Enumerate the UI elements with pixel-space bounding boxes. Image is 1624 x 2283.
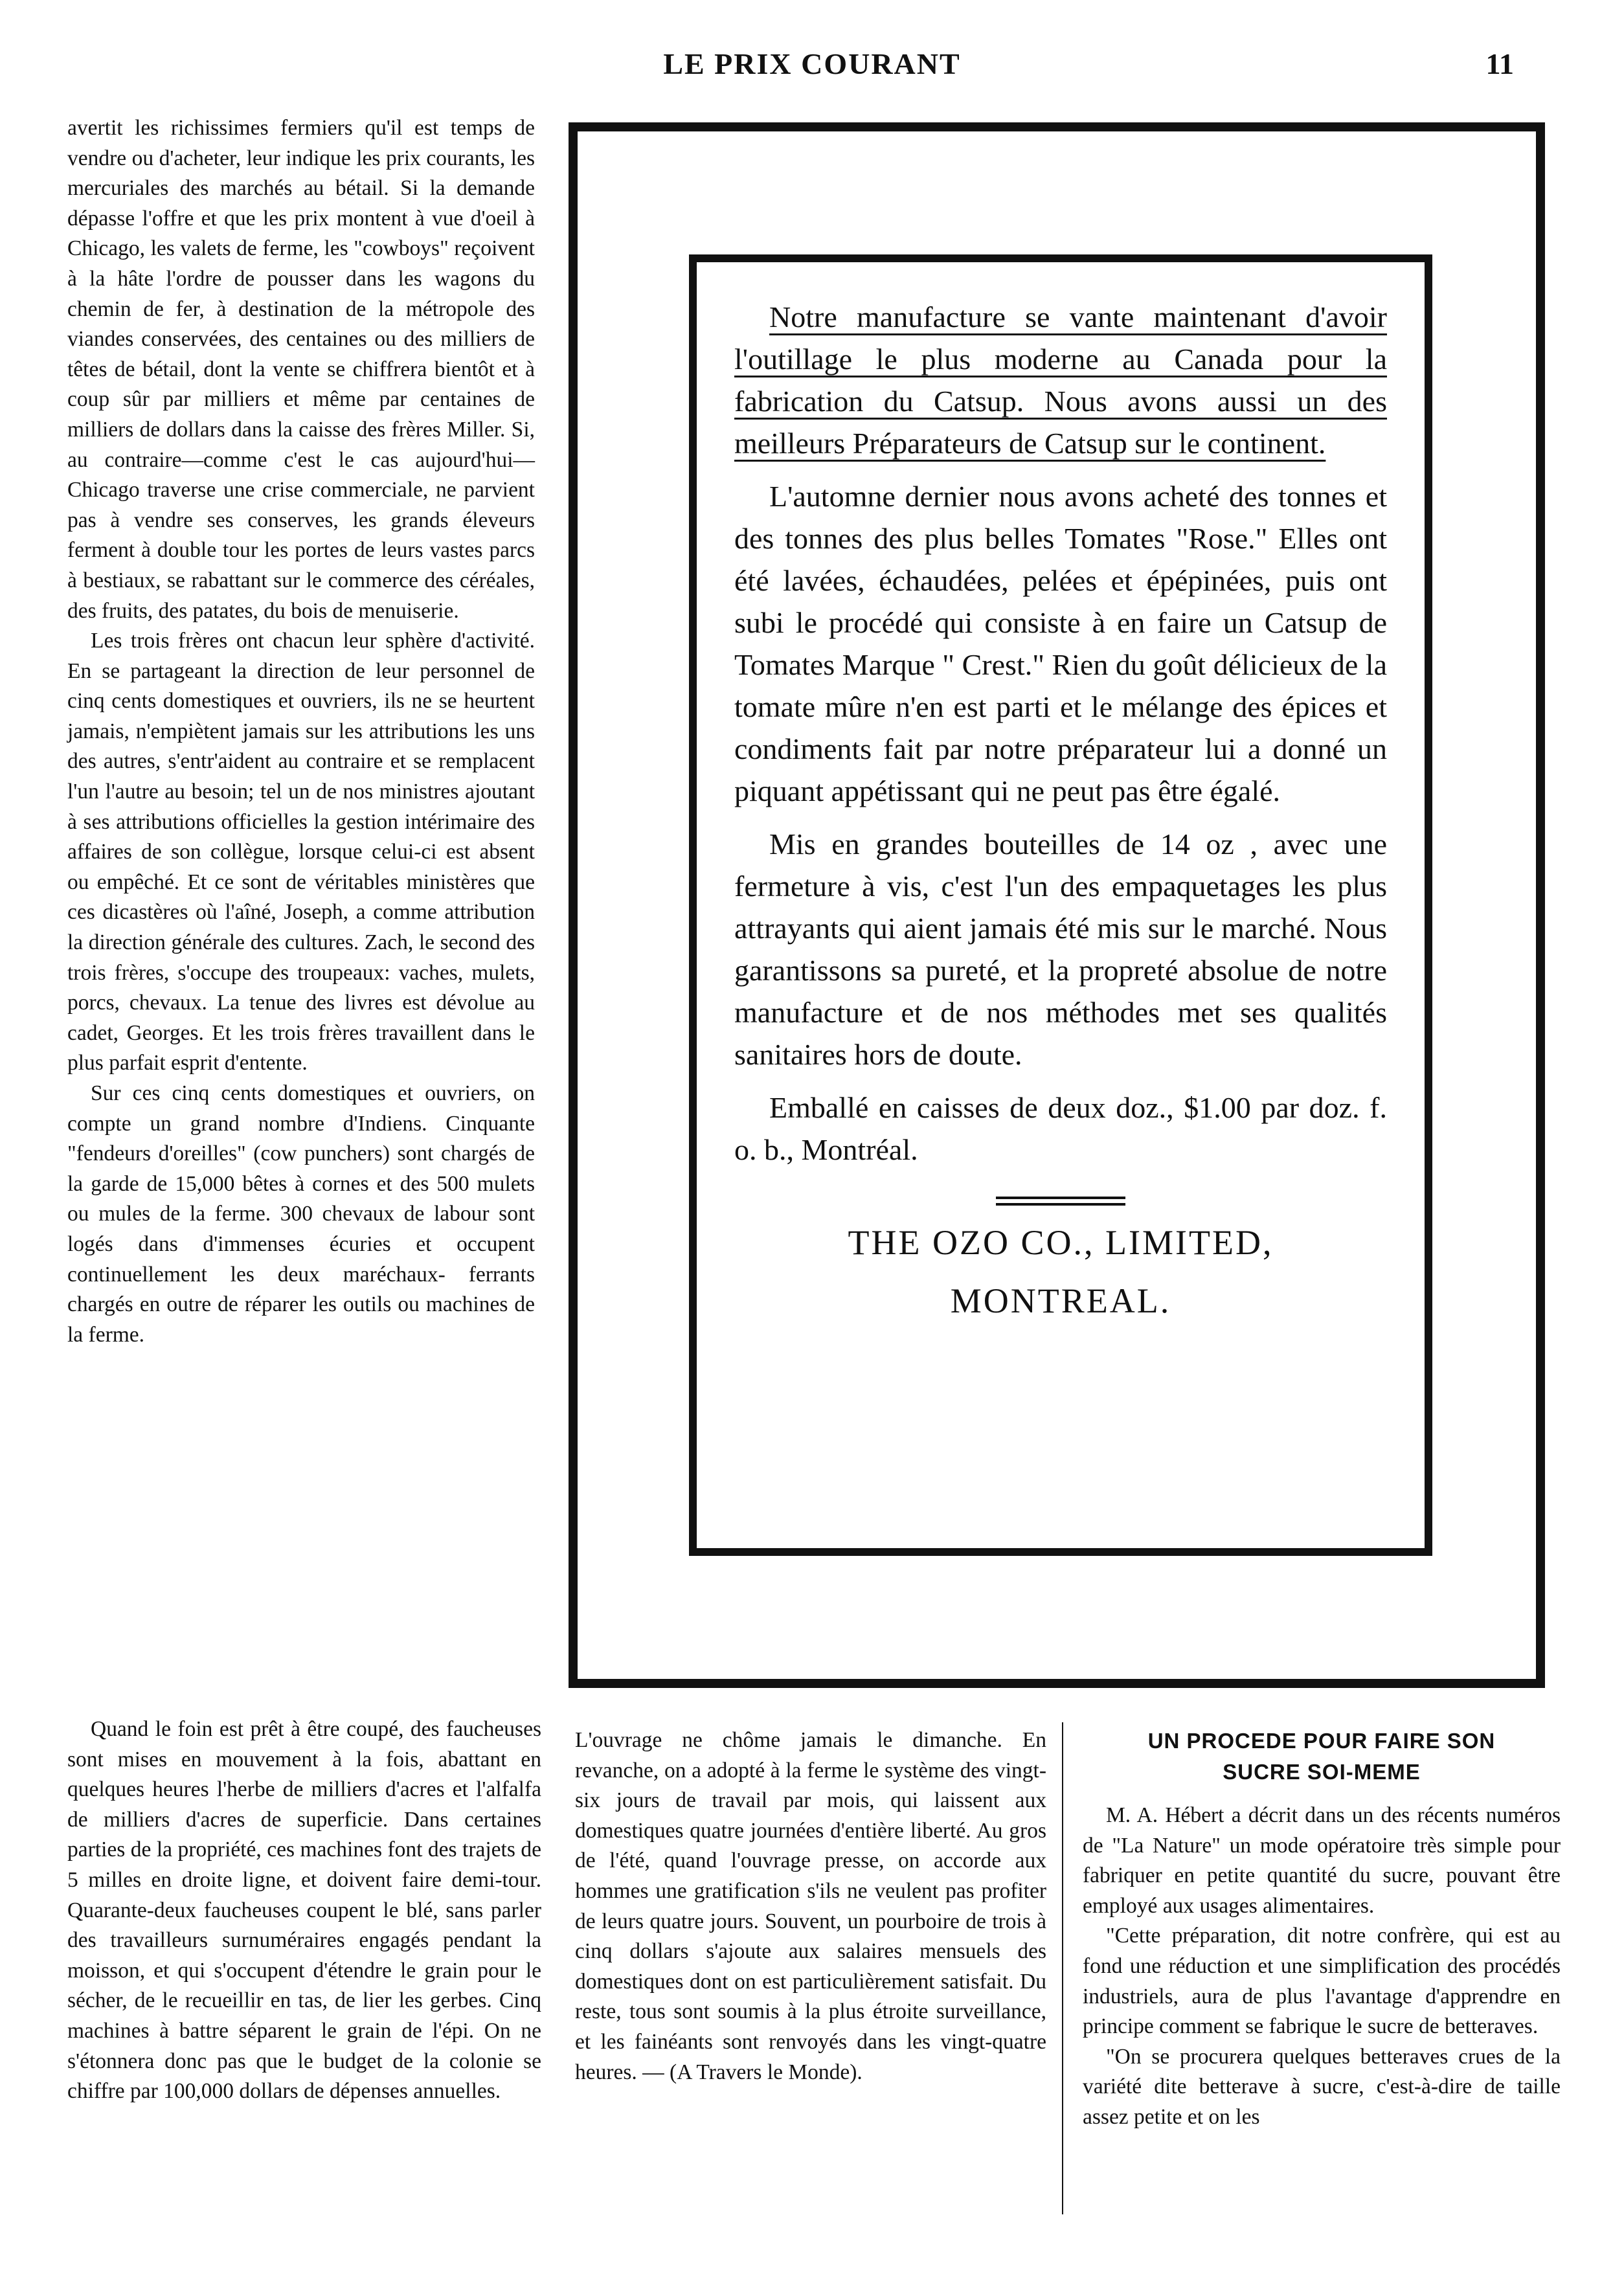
ad-paragraph-1: Notre manufacture se vante maintenant d'avoir l'outillage le plus moderne au Canada pour la fabrication du Catsup. Nous avons aussi un des meilleurs Préparateurs de Catsup sur le continent. [734,300,1387,460]
right-paragraph-3: "On se procurera quelques betteraves crues de la variété dite betterave à sucre, c'est-à-dire de taille assez petite et on les [1083,2044,1561,2129]
article-title [1083,1726,1561,1788]
left-bottom-paragraph: Quand le foin est prêt à être coupé, des faucheuses sont mises en mouvement à la fois, abattant en quelques heures l'herbe de milliers d'acres et l'alfalfa de milliers d'acres de superficie. Dans certaines parties de la propriété, ces machines font des trajets de 5 milles en droite ligne, et doivent faire demi-tour. Quarante-deux faucheuses coupent le blé, sans parler des travailleurs surnuméraires engagés pendant la moisson, et qui s'occupent d'étendre le grain pour le sécher, de le recueillir en tas, de lier les gerbes. Cinq machines à battre séparent le grain de l'épi. On ne s'étonnera donc pas que le budget de la colonie se chiffre par 100,000 dollars de dépenses annuelles. [67,1717,541,2104]
middle-column [575,1726,1046,2087]
right-paragraph-2: "Cette préparation, dit notre confrère, qui est au fond une réduction et une simplification des procédés industriels, aura de plus l'avantage d'apprendre en principe comment se fabrique le sucre de betteraves. [1083,1924,1561,2039]
ad-company-name: THE OZO CO., LIMITED, [848,1223,1274,1262]
left-paragraph-3: Sur ces cinq cents domestiques et ouvriers, on compte un grand nombre d'Indiens. Cinquante "fendeurs d'oreilles" (cow punchers) sont chargés de la garde de 15,000 bêtes à cornes et des 500 mulets ou mules de la ferme. 300 chevaux de labour sont logés dans d'immenses écuries et occupent continuellement les deux maréchaux- ferrants chargés en outre de réparer les outils ou machines de la ferme. [67,1081,535,1347]
right-column-text [1083,1801,1561,2133]
column-divider [1062,1722,1063,2214]
page-header-title: LE PRIX COURANT [663,47,961,80]
advertisement-box [689,254,1432,1556]
left-paragraph-2: Les trois frères ont chacun leur sphère d'activité. En se partageant la direction de leur personnel de cinq cents domestiques et ouvriers, ils ne se heurtent jamais, n'empiètent jamais sur les attributions les uns des autres, s'entr'aident au contraire et se remplacent l'un l'autre au besoin; tel un de nos ministres ajoutant à ses attributions officielles la gestion intérimaire des affaires de son collègue, lorsque celui-ci est absent ou empêché. Et ce sont de véritables ministères que ces dicastères où l'aîné, Joseph, a comme attribution la direction générale des cultures. Zach, le second des trois frères, s'occupe des troupeaux: vaches, mulets, porcs, chevaux. La tenue des livres est dévolue au cadet, Georges. Et les trois frères travaillent dans le plus parfait esprit d'entente. [67,629,535,1075]
page-number: 11 [1485,47,1514,80]
right-column [1083,1726,1561,2133]
ad-paragraph-3: Mis en grandes bouteilles de 14 oz , avec une fermeture à vis, c'est l'un des empaquetages les plus attrayants qui aient jamais été mis sur le marché. Nous garantissons sa pureté, et la propreté absolue de notre manufacture et de nos méthodes met ses qualités sanitaires hors de doute. [734,827,1387,1071]
article-title-line-2: SUCRE SOI-MEME [1223,1760,1421,1784]
ad-double-rule [996,1197,1125,1206]
left-column-bottom [67,1715,541,2107]
ad-company-city: MONTREAL. [950,1281,1171,1320]
middle-paragraph: L'ouvrage ne chôme jamais le dimanche. En revanche, on a adopté à la ferme le système des vingt-six jours de travail par mois, qui laissent aux domestiques quatre journées d'entière liberté. Au gros de l'été, quand l'ouvrage presse, on accorde aux hommes une gratification s'ils ne veulent pas profiter de leurs quatre jours. Souvent, un pourboire de trois à cinq dollars s'ajoute aux salaires mensuels des domestiques dont on est particulièrement satisfait. Du reste, tous sont soumis à la plus étroite surveillance, et les fainéants sont renvoyés dans les vingt-quatre heures. — (A Travers le Monde). [575,1728,1046,2084]
ad-paragraph-2: L'automne dernier nous avons acheté des tonnes et des tonnes des plus belles Tomates "Rose." Elles ont été lavées, échaudées, pelées et épépinées, puis ont subi le procédé qui consiste à en faire un Catsup de Tomates Marque " Crest." Rien du goût délicieux de la tomate mûre n'en est parti et le mélange des épices et condiments fait par notre préparateur lui a donné un piquant appétissant qui ne peut pas être égalé. [734,480,1387,807]
right-paragraph-1: M. A. Hébert a décrit dans un des récents numéros de "La Nature" un mode opératoire très simple pour fabriquer en petite quantité du sucre, pouvant être employé aux usages alimentaires. [1083,1803,1561,1918]
left-paragraph-1: avertit les richissimes fermiers qu'il est temps de vendre ou d'acheter, leur indique les prix courants, les mercuriales des marchés au bétail. Si la demande dépasse l'offre et que les prix montent à vue d'oeil à Chicago, les valets de ferme, les "cowboys" reçoivent à la hâte l'ordre de pousser dans les wagons du chemin de fer, à destination de la métropole des viandes conservées, des centaines ou des milliers de têtes de bétail, dont la vente se chiffrera bientôt et à coup sûr par milliers et même par centaines de milliers de dollars dans la caisse des frères Miller. Si, au contraire—comme c'est le cas aujourd'hui—Chicago traverse une crise commerciale, ne parvient pas à vendre ses conserves, les grands éleveurs ferment à double tour les portes de leurs vastes parcs à bestiaux, se rabattant sur le commerce des céréales, des fruits, des patates, du bois de menuiserie. [67,116,535,623]
ad-paragraph-4: Emballé en caisses de deux doz., $1.00 par doz. f. o. b., Montréal. [734,1091,1387,1166]
left-column-top [67,113,535,1350]
article-title-line-1: UN PROCEDE POUR FAIRE SON [1147,1729,1496,1753]
